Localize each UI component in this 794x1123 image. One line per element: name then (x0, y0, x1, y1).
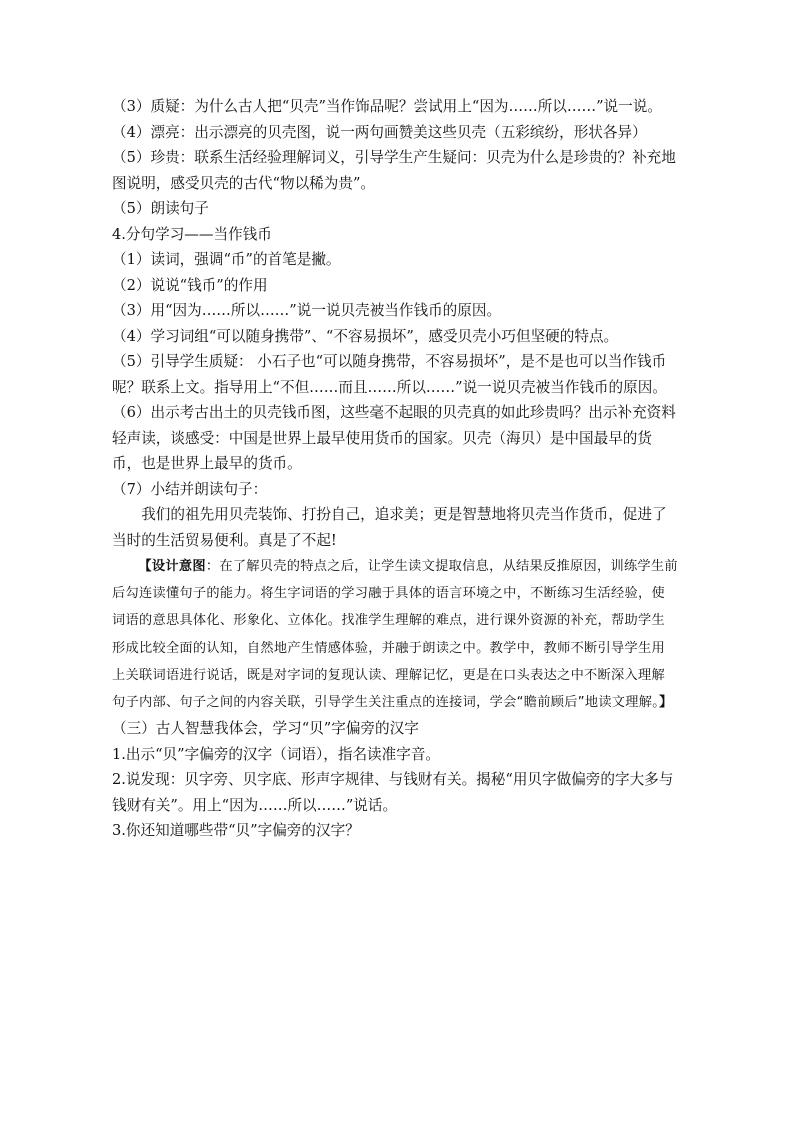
paragraph-question-stone: （5）引导学生质疑： 小石子也“可以随身携带，不容易损坏”，是不是也可以当作钱币呢？联系上文。指导用上“不但……而且……所以……”说一说贝壳被当作钱币的原因。 (112, 353, 667, 396)
design-intent-end: 】 (659, 695, 673, 711)
paragraph-show-characters: 1.出示“贝”字偏旁的汉字（词语），指名读准字音。 (112, 745, 441, 763)
design-intent-colon: ： (205, 559, 220, 574)
document-body (112, 94, 678, 844)
paragraph-because-so: （3）用“因为……所以……”说一说贝壳被当作钱币的原因。 (112, 302, 502, 319)
section-heading-currency: 4.分句学习——当作钱币 (112, 225, 272, 243)
design-intent-label: 【设计意图 (138, 559, 206, 574)
paragraph-question-shell: （3）质疑：为什么古人把“贝壳”当作饰品呢？尝试用上“因为……所以……”说一说。 (112, 98, 662, 115)
design-intent-block (112, 553, 678, 716)
paragraph-precious: （5）珍贵：联系生活经验理解词义，引导学生产生疑问：贝壳为什么是珍贵的？补充地图说明，感受贝壳的古代“物以稀为贵”。 (112, 149, 676, 192)
paragraph-discovery: 2.说发现：贝字旁、贝字底、形声字规律、与钱财有关。揭秘“用贝字做偏旁的字大多与钱财有关”。用上“因为……所以……”说话。 (112, 771, 674, 814)
paragraph-summary: （7）小结并朗读句子： (112, 480, 268, 498)
design-intent-text: 在了解贝壳的特点之后，让学生读文提取信息，从结果反推原因，训练学生前后勾连读懂句子的能力。将生字词语的学习融于具体的语言环境之中，不断练习生活经验，使词语的意思具体化、形象化、立体化。找准学生理解的难点，进行课外资源的补充，帮助学生形成比较全面的认知，自然地产生情感体验，并融于朗读之中。教学中，教师不断引导学生用上关联词语进行说话，既是对字词的复现认读、理解记忆，更是在口头表达之中不断深入理解句子内部、句子之间的内容关联，引导学生关注重点的连接词，学会“瞻前顾后”地读文理解。 (112, 559, 678, 711)
section-heading-bei-radical: （三）古人智慧我体会，学习“贝”字偏旁的汉字 (112, 720, 419, 738)
paragraph-more-characters: 3.你还知道哪些带“贝”字偏旁的汉字？ (112, 822, 360, 840)
paragraph-ancestors: 我们的祖先用贝壳装饰、打扮自己，追求美；更是智慧地将贝壳当作货币，促进了当时的生活贸易便利。真是了不起! (112, 506, 667, 549)
paragraph-phrases: （4）学习词组“可以随身携带”、“不容易损坏”，感受贝壳小巧但坚硬的特点。 (112, 327, 619, 345)
paragraph-archaeology: （6）出示考古出土的贝壳钱币图，这些毫不起眼的贝壳真的如此珍贵吗？出示补充资料轻声读，谈感受：中国是世界上最早使用货币的国家。贝壳（海贝）是中国最早的货币，也是世界上最早的货币。 (112, 404, 676, 472)
paragraph-currency-use: （2）说说“钱币”的作用 (112, 276, 268, 294)
paragraph-beautiful: （4）漂亮：出示漂亮的贝壳图，说一两句画赞美这些贝壳（五彩缤纷，形状各异） (112, 123, 647, 141)
paragraph-read-aloud: （5）朗读句子 (112, 200, 209, 217)
paragraph-read-words: （1）读词，强调“币”的首笔是撇。 (112, 251, 341, 268)
